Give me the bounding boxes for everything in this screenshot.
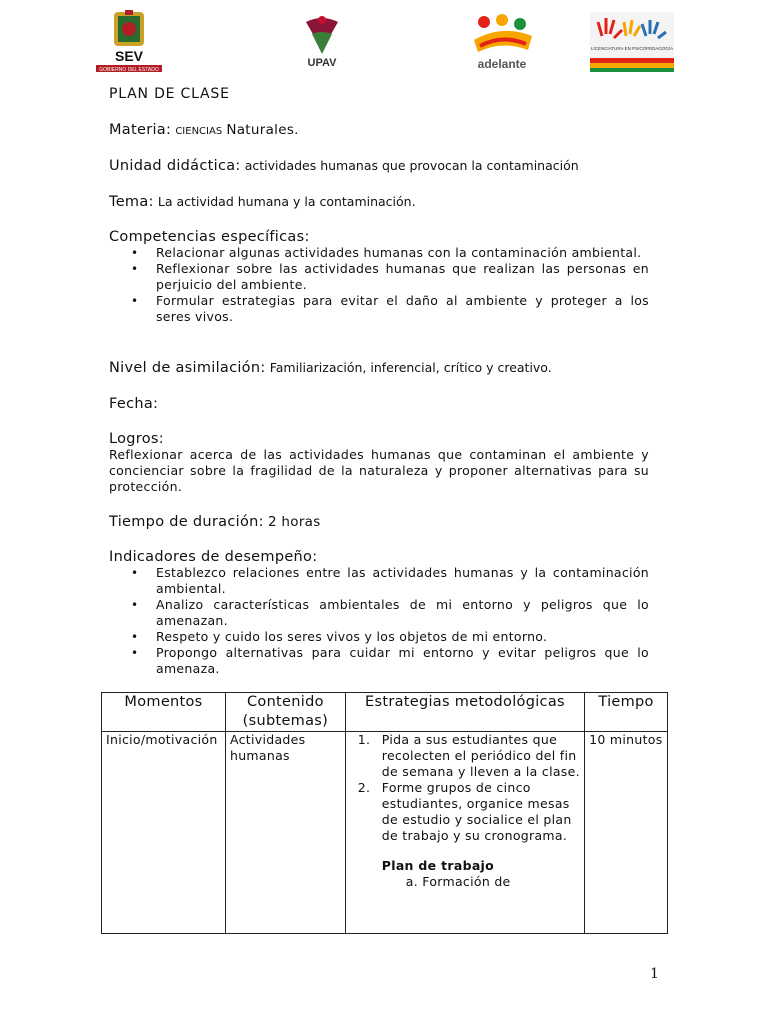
fecha-label: Fecha: <box>109 396 159 412</box>
sev-logo <box>92 10 166 76</box>
logros-label: Logros: <box>109 431 164 447</box>
plan-table <box>101 692 668 934</box>
tema-row <box>109 194 649 211</box>
competencias-label: Competencias específicas: <box>109 229 310 245</box>
svg-text:UPAV: UPAV <box>307 57 337 69</box>
indicadores-list <box>109 565 649 677</box>
sub-item: a. Formación de <box>405 874 511 889</box>
competencias-section <box>109 229 649 325</box>
unidad-row <box>109 158 649 175</box>
momento-cell: Inicio/motivación <box>102 732 226 934</box>
materia-value-small: CIENCIAS <box>175 126 223 137</box>
step-text: Pida a sus estudiantes que recolecten el periódico del fin de semana y lleven a la clase. <box>381 732 580 779</box>
unidad-value: actividades humanas que provocan la contaminación <box>244 158 579 173</box>
adelante-figures-icon <box>462 10 544 76</box>
list-item <box>358 780 580 844</box>
table-row <box>102 732 668 934</box>
list-item: • Relacionar algunas actividades humanas con la contaminación ambiental. <box>109 245 649 261</box>
svg-text:adelante: adelante <box>477 57 527 71</box>
svg-text:GOBIERNO DEL ESTADO: GOBIERNO DEL ESTADO <box>99 67 159 73</box>
contenido-cell: Actividades humanas <box>225 732 345 934</box>
svg-text:SEV: SEV <box>114 48 144 64</box>
list-item: • Analizo características ambientales de mi entorno y peligros que lo amenazan. <box>109 597 649 629</box>
tiempo-label: Tiempo de duración: <box>109 514 264 530</box>
competencias-list <box>109 245 649 325</box>
table-header-row <box>102 693 668 732</box>
steps-list <box>358 732 580 844</box>
header-estrategias: Estrategias metodológicas <box>345 693 584 732</box>
indicadores-label: Indicadores de desempeño: <box>109 549 318 565</box>
step-number: 1. <box>357 732 371 747</box>
unidad-label: Unidad didáctica: <box>109 158 241 174</box>
sev-crest-icon <box>92 10 166 76</box>
nivel-row <box>109 360 649 377</box>
materia-label: Materia: <box>109 122 172 138</box>
upav-logo <box>296 10 348 76</box>
list-item: • Establezco relaciones entre las actividades humanas y la contaminación ambiental. <box>109 565 649 597</box>
logros-text: Reflexionar acerca de las actividades humanas que contaminan el ambiente y concienciar sobre la fragilidad de la naturaleza y proponer alternativas para su protección. <box>109 447 649 494</box>
svg-text:LICENCIATURA EN PSICOPEDAGOGÍA: LICENCIATURA EN PSICOPEDAGOGÍA <box>590 46 674 51</box>
step-number: 2. <box>357 780 371 795</box>
psicopedagogia-logo <box>588 10 676 76</box>
page-title: PLAN DE CLASE <box>109 86 230 102</box>
estrategias-cell <box>345 732 584 934</box>
nivel-label: Nivel de asimilación: <box>109 360 266 376</box>
upav-emblem-icon <box>296 10 348 76</box>
list-item: • Respeto y cuido los seres vivos y los objetos de mi entorno. <box>109 629 649 645</box>
tema-value: La actividad humana y la contaminación. <box>157 194 416 209</box>
tiempo-row <box>109 514 649 531</box>
tema-label: Tema: <box>109 194 154 210</box>
materia-row <box>109 122 649 140</box>
page-number: 1 <box>650 966 659 982</box>
indicadores-section <box>109 549 649 677</box>
header-tiempo: Tiempo <box>585 693 668 732</box>
list-item: • Propongo alternativas para cuidar mi entorno y evitar peligros que lo amenaza. <box>109 645 649 677</box>
header-contenido: Contenido (subtemas) <box>225 693 345 732</box>
list-item <box>358 732 580 780</box>
step-text: Forme grupos de cinco estudiantes, organice mesas de estudio y socialice el plan de trabajo y su cronograma. <box>381 780 572 843</box>
header-logos <box>0 10 768 76</box>
nivel-value: Familiarización, inferencial, crítico y creativo. <box>269 360 552 375</box>
materia-value: Naturales. <box>226 122 299 138</box>
header-momentos: Momentos <box>102 693 226 732</box>
logros-section <box>109 431 649 495</box>
hands-icon <box>588 10 676 76</box>
plan-de-trabajo-label: Plan de trabajo <box>381 858 495 873</box>
adelante-logo <box>462 10 544 76</box>
list-item: • Formular estrategias para evitar el daño al ambiente y proteger a los seres vivos. <box>109 293 649 325</box>
tiempo-value: 2 horas <box>267 514 321 530</box>
list-item: • Reflexionar sobre las actividades humanas que realizan las personas en perjuicio del ambiente. <box>109 261 649 293</box>
tiempo-cell: 10 minutos <box>585 732 668 934</box>
